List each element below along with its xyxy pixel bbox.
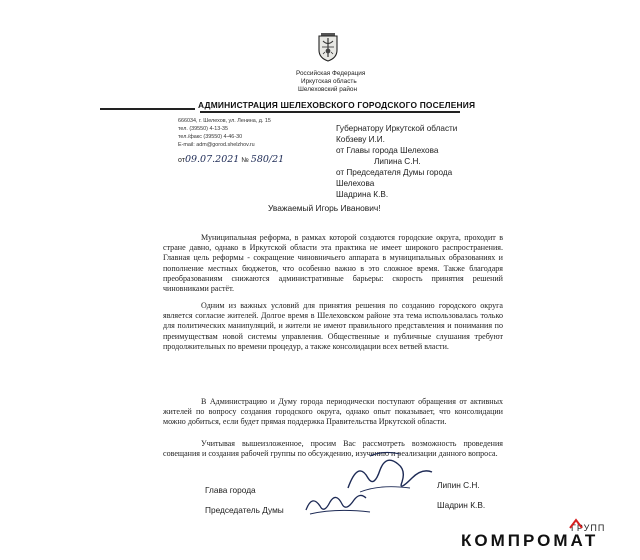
addressee-line-2: Кобзеву И.И. <box>336 135 385 144</box>
addressee-line-5: от Председателя Думы города <box>336 168 453 177</box>
header-rule-left <box>100 108 195 110</box>
signature-2-handwritten <box>300 488 380 518</box>
watermark-text: КОМПРОМАТ <box>461 531 599 550</box>
header-district: Шелеховский район <box>298 86 358 93</box>
body-paragraph-2: Одним из важных условий для принятия решения по созданию городского округа является согласие жителей. Долгое время в Шелеховском районе эта тема использовалась только для политических манипуляций, и жители не имеют правильного представления и понимания по преимуществам новой системы управления. Общественные и публичные слушания требуют продолжительных по времени процедур, а также консолидации всех ветвей власти. <box>163 301 503 351</box>
outgoing-number-line <box>178 154 284 165</box>
body-paragraph-4: Учитывая вышеизложенное, просим Вас рассмотреть возможность проведения совещания и создания рабочей группы по обсуждению, изучению и реализации данного вопроса. <box>163 439 503 459</box>
watermark-logo <box>461 531 598 551</box>
addressee-line-1: Губернатору Иркутской области <box>336 124 458 133</box>
addressee-line-4: Липина С.Н. <box>374 157 421 166</box>
addressee-line-3: от Главы города Шелехова <box>336 146 439 155</box>
signatory-2-name: Шадрин К.В. <box>437 500 486 510</box>
contact-address: 666034, г. Шелехов, ул. Ленина, д. 15 <box>178 118 271 124</box>
outgoing-prefix: от <box>178 157 185 164</box>
contact-phone: тел. (39550) 4-13-35 <box>178 126 229 132</box>
header-country: Российская Федерация <box>296 70 366 77</box>
greeting: Уважаемый Игорь Иванович! <box>268 203 381 213</box>
signatory-2-role: Председатель Думы <box>205 505 284 515</box>
header-rule <box>200 111 460 113</box>
coat-of-arms-emblem <box>316 32 340 62</box>
outgoing-number: 580/21 <box>250 154 285 165</box>
signatory-1-role: Глава города <box>205 485 256 495</box>
administration-title: АДМИНИСТРАЦИЯ ШЕЛЕХОВСКОГО ГОРОДСКОГО ПОСЕЛЕНИЯ <box>198 100 476 110</box>
body-paragraph-3: В Администрацию и Думу города периодически поступают обращения от активных жителей по вопросу создания городского округа, однако опыт показывает, что консолидации можно добиться, если будет прямая поддержка Правительства Иркутской области. <box>163 397 503 427</box>
contact-email: E-mail: adm@gorod.shelzhov.ru <box>178 142 255 148</box>
contact-fax: тел./факс (39550) 4-46-30 <box>178 134 243 140</box>
addressee-line-7: Шадрина К.В. <box>336 190 389 199</box>
addressee-line-6: Шелехова <box>336 179 375 188</box>
header-region: Иркутская область <box>301 78 357 85</box>
outgoing-date: 09.07.2021 <box>184 154 240 165</box>
watermark-accent-mark <box>568 518 584 530</box>
body-paragraph-1: Муниципальная реформа, в рамках которой создаются городские округа, проходит в стране давно, однако в Иркутской области эта практика не имеет широкого распространения. Главная цель реформы - сокращение чиновничьего аппарата в муниципальных образованиях и пополнение местных бюджетов, что особенно важно в это сложное время. Также благодаря преобразованиям снижаются административные барьеры: скорость принятия решений чиновниками растёт. <box>163 233 503 294</box>
signatory-1-name: Липин С.Н. <box>437 480 480 490</box>
outgoing-number-label: № <box>241 157 249 164</box>
watermark-group: ГРУПП <box>571 523 606 533</box>
